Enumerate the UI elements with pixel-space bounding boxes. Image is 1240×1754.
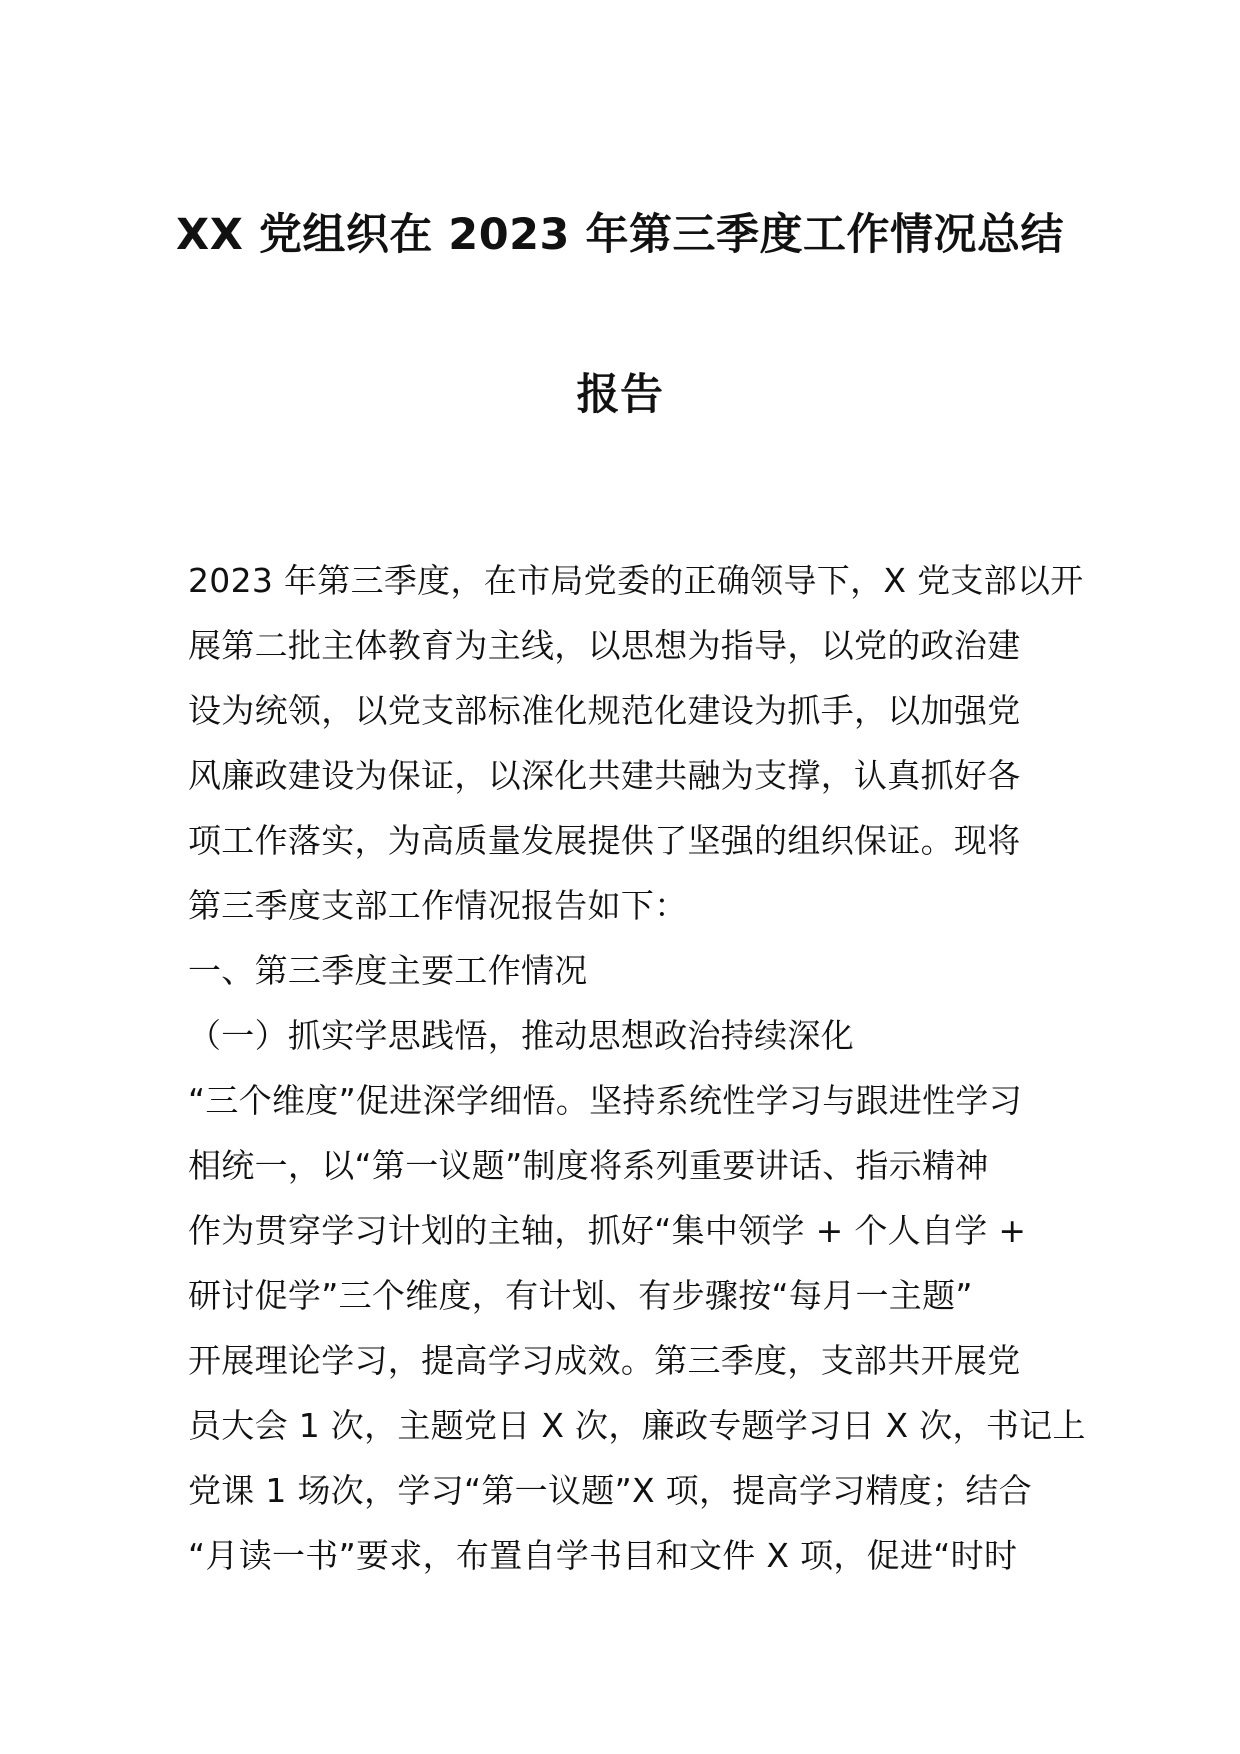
document-body bbox=[188, 548, 1086, 1588]
body-line: 作为贯穿学习计划的主轴，抓好“集中领学 + 个人自学 + bbox=[188, 1211, 1027, 1250]
document-title-line-1: XX 党组织在 2023 年第三季度工作情况总结 bbox=[176, 210, 1064, 260]
body-line: 相统一，以“第一议题”制度将系列重要讲话、指示精神 bbox=[188, 1146, 989, 1185]
body-line: “三个维度”促进深学细悟。坚持系统性学习与跟进性学习 bbox=[188, 1081, 1022, 1120]
body-line: 风廉政建设为保证，以深化共建共融为支撑，认真抓好各 bbox=[188, 756, 1021, 795]
body-line: 设为统领，以党支部标准化规范化建设为抓手，以加强党 bbox=[188, 691, 1021, 730]
body-line: 展第二批主体教育为主线，以思想为指导，以党的政治建 bbox=[188, 626, 1021, 665]
body-line: 党课 1 场次，学习“第一议题”X 项，提高学习精度；结合 bbox=[188, 1471, 1032, 1510]
section-heading: 一、第三季度主要工作情况 bbox=[188, 951, 588, 990]
subsection-heading: （一）抓实学思践悟，推动思想政治持续深化 bbox=[188, 1016, 854, 1055]
body-line: 研讨促学”三个维度，有计划、有步骤按“每月一主题” bbox=[188, 1276, 973, 1315]
body-line: “月读一书”要求，布置自学书目和文件 X 项，促进“时时 bbox=[188, 1536, 1018, 1575]
body-line: 2023 年第三季度，在市局党委的正确领导下，X 党支部以开 bbox=[188, 561, 1084, 600]
body-line: 员大会 1 次，主题党日 X 次，廉政专题学习日 X 次，书记上 bbox=[188, 1406, 1086, 1445]
body-line: 项工作落实，为高质量发展提供了坚强的组织保证。现将 bbox=[188, 821, 1021, 860]
document-title-line-2: 报告 bbox=[576, 370, 664, 420]
body-line: 开展理论学习，提高学习成效。第三季度，支部共开展党 bbox=[188, 1341, 1021, 1380]
body-line: 第三季度支部工作情况报告如下： bbox=[188, 886, 688, 925]
